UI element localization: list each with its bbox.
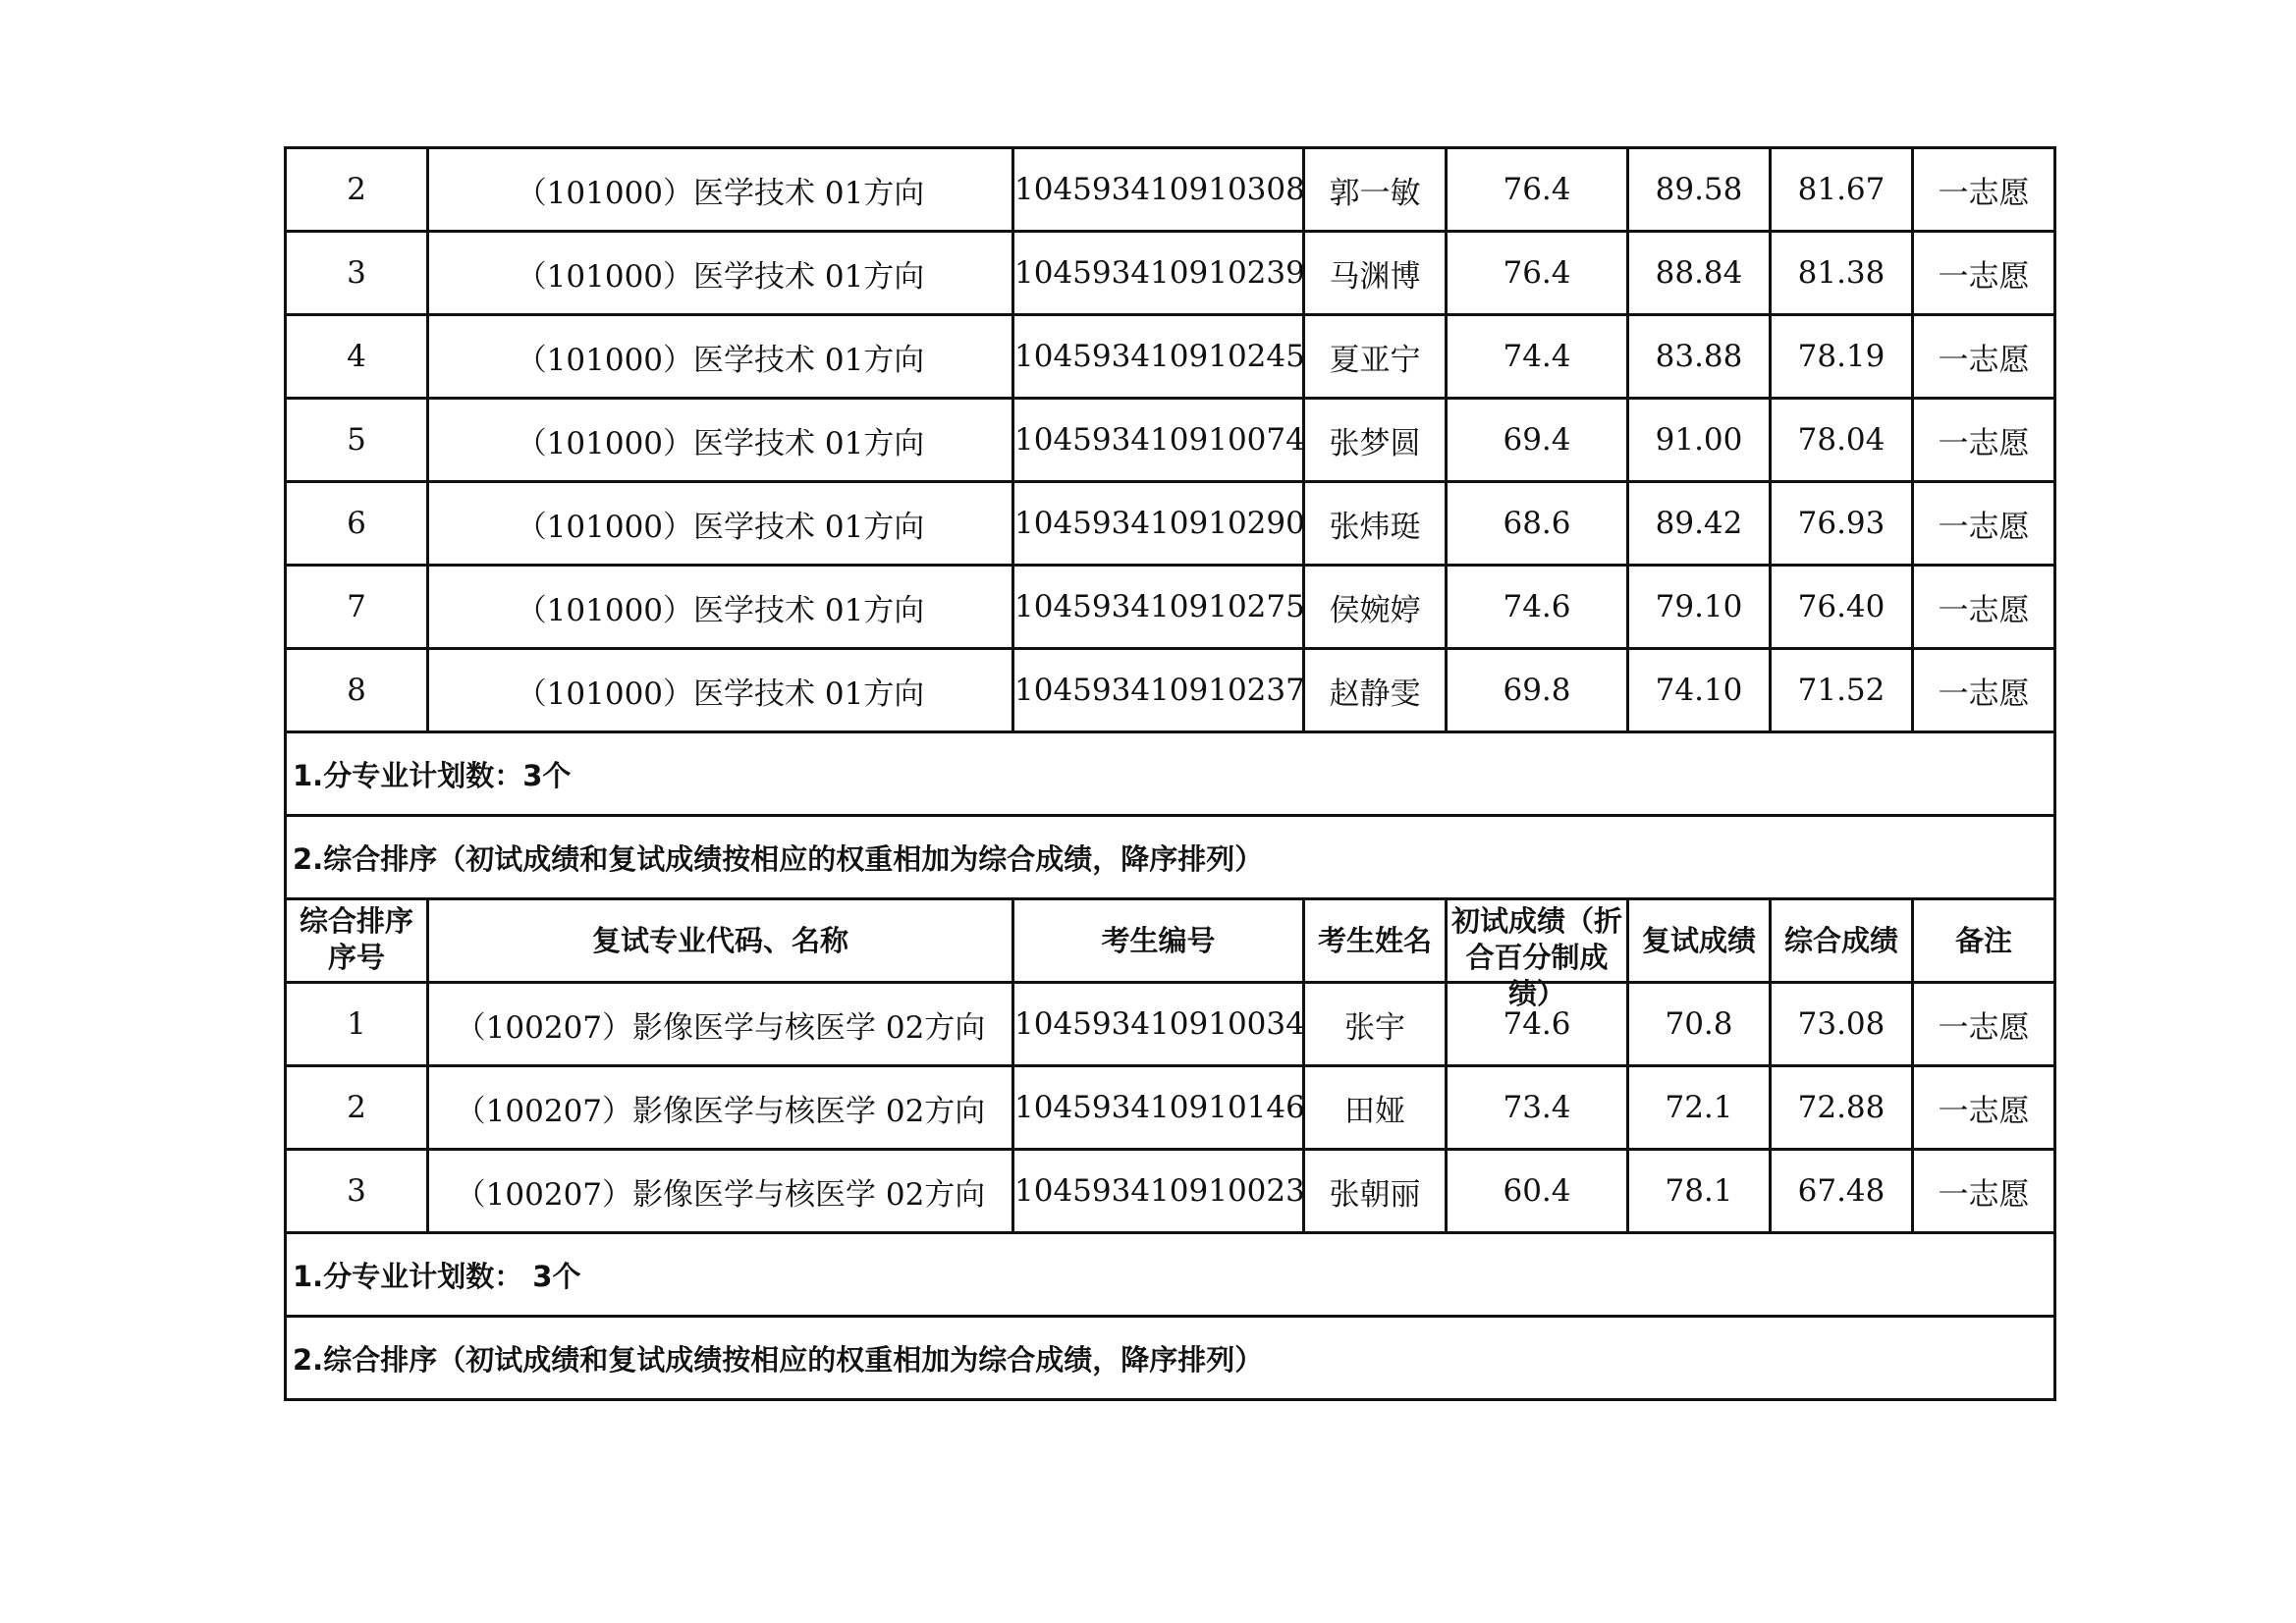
cell-candidate-name: 郭一敏: [1304, 148, 1447, 232]
table-row: [286, 315, 2055, 399]
cell-initial-score: 60.4: [1447, 1150, 1628, 1233]
header-program: 复试专业代码、名称: [428, 899, 1013, 983]
cell-candidate-name: 张炜珽: [1304, 482, 1447, 566]
cell-retest-score: 74.10: [1628, 649, 1771, 732]
cell-candidate-name: 赵静雯: [1304, 649, 1447, 732]
cell-initial-score: 74.6: [1447, 983, 1628, 1066]
table-row: [286, 232, 2055, 315]
header-retest: 复试成绩: [1628, 899, 1771, 983]
table-row: [286, 148, 2055, 232]
header-note: 备注: [1913, 899, 2055, 983]
cell-retest-score: 70.8: [1628, 983, 1771, 1066]
cell-total-score: 71.52: [1771, 649, 1913, 732]
plan-note: 1.分专业计划数： 3个: [286, 1233, 2055, 1317]
cell-total-score: 67.48: [1771, 1150, 1913, 1233]
cell-retest-score: 89.42: [1628, 482, 1771, 566]
table-row: [286, 983, 2055, 1066]
cell-retest-score: 78.1: [1628, 1150, 1771, 1233]
table-row: [286, 566, 2055, 649]
cell-rank: 2: [286, 1066, 428, 1150]
ranking-note-row: [286, 1317, 2055, 1400]
cell-retest-score: 89.58: [1628, 148, 1771, 232]
cell-candidate-id: 104593410910146: [1013, 1066, 1304, 1150]
header-total: 综合成绩: [1771, 899, 1913, 983]
cell-note: 一志愿: [1913, 983, 2055, 1066]
cell-retest-score: 79.10: [1628, 566, 1771, 649]
cell-program: （100207）影像医学与核医学 02方向: [428, 1150, 1013, 1233]
cell-total-score: 81.38: [1771, 232, 1913, 315]
cell-candidate-name: 侯婉婷: [1304, 566, 1447, 649]
ranking-note-row: [286, 816, 2055, 899]
cell-candidate-name: 马渊博: [1304, 232, 1447, 315]
cell-candidate-id: 104593410910245: [1013, 315, 1304, 399]
cell-note: 一志愿: [1913, 232, 2055, 315]
cell-candidate-id: 104593410910074: [1013, 399, 1304, 482]
cell-candidate-id: 104593410910034: [1013, 983, 1304, 1066]
cell-retest-score: 72.1: [1628, 1066, 1771, 1150]
cell-rank: 2: [286, 148, 428, 232]
cell-total-score: 72.88: [1771, 1066, 1913, 1150]
cell-rank: 3: [286, 1150, 428, 1233]
cell-total-score: 78.19: [1771, 315, 1913, 399]
cell-candidate-name: 张朝丽: [1304, 1150, 1447, 1233]
cell-candidate-id: 104593410910023: [1013, 1150, 1304, 1233]
cell-total-score: 81.67: [1771, 148, 1913, 232]
cell-initial-score: 76.4: [1447, 148, 1628, 232]
cell-candidate-id: 104593410910290: [1013, 482, 1304, 566]
cell-candidate-name: 张宇: [1304, 983, 1447, 1066]
cell-program: （101000）医学技术 01方向: [428, 566, 1013, 649]
section-a-rows: [286, 148, 2055, 732]
cell-program: （101000）医学技术 01方向: [428, 482, 1013, 566]
cell-program: （101000）医学技术 01方向: [428, 232, 1013, 315]
table-row: [286, 649, 2055, 732]
cell-total-score: 76.93: [1771, 482, 1913, 566]
cell-initial-score: 74.6: [1447, 566, 1628, 649]
header-row: [286, 899, 2055, 983]
cell-initial-score: 76.4: [1447, 232, 1628, 315]
cell-note: 一志愿: [1913, 399, 2055, 482]
ranking-note: 2.综合排序（初试成绩和复试成绩按相应的权重相加为综合成绩，降序排列）: [286, 1317, 2055, 1400]
cell-initial-score: 69.4: [1447, 399, 1628, 482]
cell-rank: 8: [286, 649, 428, 732]
cell-retest-score: 88.84: [1628, 232, 1771, 315]
cell-candidate-id: 104593410910237: [1013, 649, 1304, 732]
cell-retest-score: 83.88: [1628, 315, 1771, 399]
cell-candidate-name: 田娅: [1304, 1066, 1447, 1150]
cell-program: （101000）医学技术 01方向: [428, 148, 1013, 232]
ranking-note: 2.综合排序（初试成绩和复试成绩按相应的权重相加为综合成绩，降序排列）: [286, 816, 2055, 899]
section-b: [286, 732, 2055, 1010]
cell-candidate-name: 张梦圆: [1304, 399, 1447, 482]
section-b-rows: [286, 983, 2055, 1233]
score-sheet: [284, 146, 2053, 1401]
cell-program: （101000）医学技术 01方向: [428, 315, 1013, 399]
cell-candidate-id: 104593410910275: [1013, 566, 1304, 649]
header-id: 考生编号: [1013, 899, 1304, 983]
cell-initial-score: 69.8: [1447, 649, 1628, 732]
plan-note-row: [286, 732, 2055, 816]
cell-retest-score: 91.00: [1628, 399, 1771, 482]
cell-program: （100207）影像医学与核医学 02方向: [428, 1066, 1013, 1150]
cell-rank: 4: [286, 315, 428, 399]
table-row: [286, 399, 2055, 482]
cell-program: （101000）医学技术 01方向: [428, 399, 1013, 482]
table-row: [286, 1066, 2055, 1150]
plan-note-row: [286, 1233, 2055, 1317]
header-initial: 初试成绩（折合百分制成绩）: [1447, 899, 1628, 983]
cell-note: 一志愿: [1913, 649, 2055, 732]
cell-program: （100207）影像医学与核医学 02方向: [428, 983, 1013, 1066]
plan-note: 1.分专业计划数：3个: [286, 732, 2055, 816]
results-table: [284, 146, 2056, 1401]
cell-program: （101000）医学技术 01方向: [428, 649, 1013, 732]
cell-rank: 3: [286, 232, 428, 315]
cell-candidate-id: 104593410910239: [1013, 232, 1304, 315]
cell-note: 一志愿: [1913, 482, 2055, 566]
cell-total-score: 76.40: [1771, 566, 1913, 649]
cell-initial-score: 74.4: [1447, 315, 1628, 399]
cell-total-score: 78.04: [1771, 399, 1913, 482]
header-name: 考生姓名: [1304, 899, 1447, 983]
cell-note: 一志愿: [1913, 1066, 2055, 1150]
section-c: [286, 1233, 2055, 1400]
cell-note: 一志愿: [1913, 315, 2055, 399]
cell-rank: 7: [286, 566, 428, 649]
cell-rank: 6: [286, 482, 428, 566]
cell-candidate-id: 104593410910308: [1013, 148, 1304, 232]
cell-note: 一志愿: [1913, 566, 2055, 649]
cell-rank: 1: [286, 983, 428, 1066]
cell-initial-score: 73.4: [1447, 1066, 1628, 1150]
cell-candidate-name: 夏亚宁: [1304, 315, 1447, 399]
header-rank: 综合排序序号: [286, 899, 428, 983]
cell-note: 一志愿: [1913, 1150, 2055, 1233]
cell-total-score: 73.08: [1771, 983, 1913, 1066]
table-row: [286, 1150, 2055, 1233]
table-row: [286, 482, 2055, 566]
cell-initial-score: 68.6: [1447, 482, 1628, 566]
cell-rank: 5: [286, 399, 428, 482]
cell-note: 一志愿: [1913, 148, 2055, 232]
